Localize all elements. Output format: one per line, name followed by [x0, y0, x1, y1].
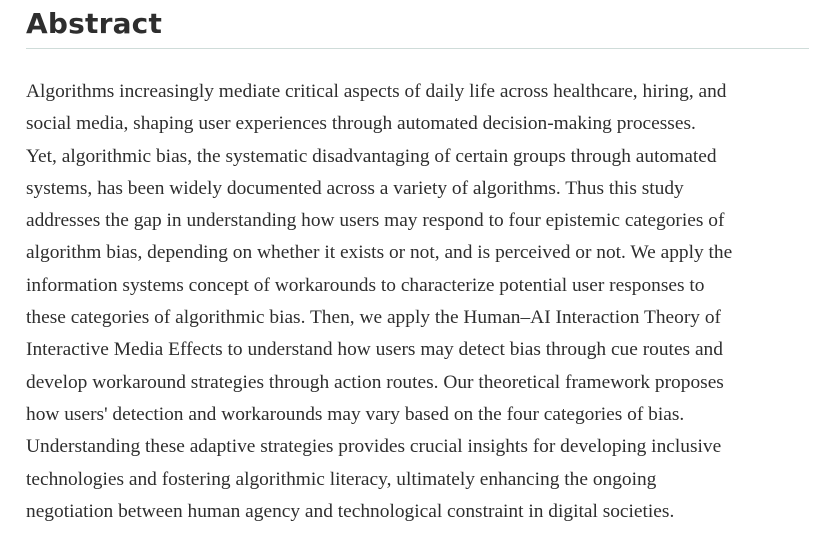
heading-divider [26, 48, 809, 49]
abstract-section [26, 0, 809, 528]
abstract-body: Algorithms increasingly mediate critical aspects of daily life across healthcare, hiring, and social media, shaping user experiences through automated decision-making processes. Yet, algorithmic bias, the systematic disadvantaging of certain groups through automated systems, has been widely documented across a variety of algorithms. Thus this study addresses the gap in understanding how users may respond to four epistemic categories of algorithm bias, depending on whether it exists or not, and is perceived or not. We apply the information systems concept of workarounds to characterize potential user responses to these categories of algorithmic bias. Then, we apply the Human–AI Interaction Theory of Interactive Media Effects to understand how users may detect bias through cue routes and develop workaround strategies through action routes. Our theoretical framework proposes how users' detection and workarounds may vary based on the four categories of bias. Understanding these adaptive strategies provides crucial insights for developing inclusive technologies and fostering algorithmic literacy, ultimately enhancing the ongoing negotiation between human agency and technological constraint in digital societies. [26, 81, 733, 522]
abstract-heading: Abstract [26, 7, 163, 40]
